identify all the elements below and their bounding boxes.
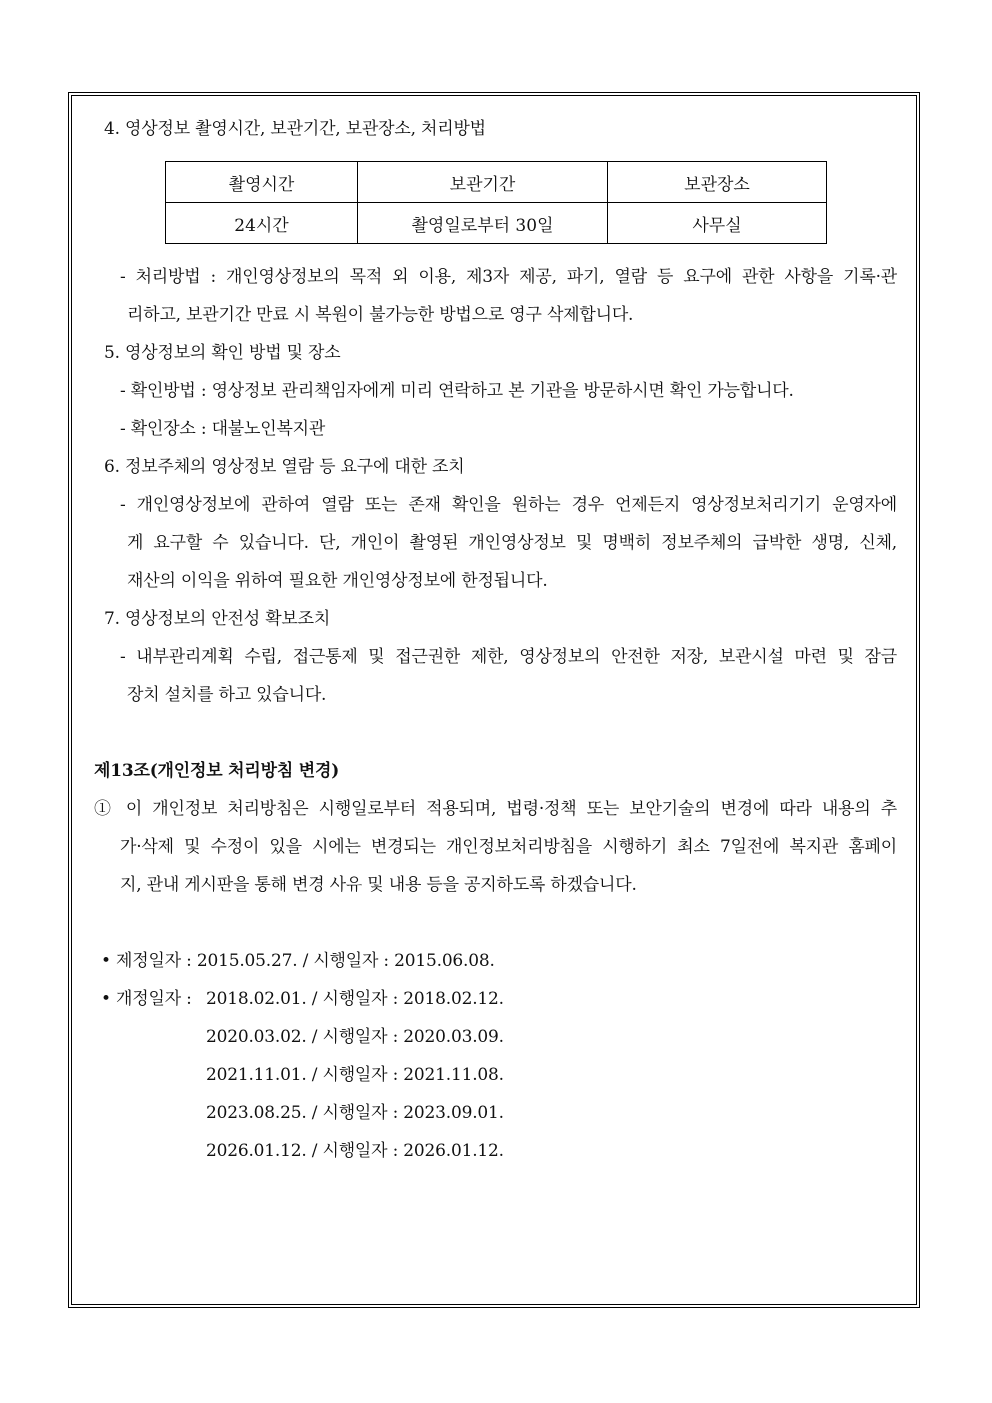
table-header-cell: 보관장소 [608, 162, 827, 203]
table-row [166, 203, 827, 244]
section-6-line-3: 재산의 이익을 위하여 필요한 개인영상정보에 한정됩니다. [127, 571, 548, 591]
article-13-line-2: 가·삭제 및 수정이 있을 시에는 변경되는 개인정보처리방침을 시행하기 최소 7일전에 복지관 홈페이 [120, 837, 897, 857]
amendment-date: 2021.11.01. / 시행일자 : 2021.11.08. [206, 1065, 504, 1085]
section-7-line-2: 장치 설치를 하고 있습니다. [127, 685, 327, 705]
section-4-method-line-2: 리하고, 보관기간 만료 시 복원이 불가능한 방법으로 영구 삭제합니다. [127, 305, 634, 325]
amendment-date: 2018.02.01. / 시행일자 : 2018.02.12. [206, 989, 504, 1009]
section-6-line-1: - 개인영상정보에 관하여 열람 또는 존재 확인을 원하는 경우 언제든지 영상정보처리기기 운영자에 [120, 495, 897, 515]
section-6-heading: 6. 정보주체의 영상정보 열람 등 요구에 대한 조치 [104, 457, 465, 477]
amendment-date: 2023.08.25. / 시행일자 : 2023.09.01. [206, 1103, 504, 1123]
section-7-heading: 7. 영상정보의 안전성 확보조치 [104, 609, 331, 629]
table-cell: 24시간 [166, 203, 358, 244]
amendment-date: 2020.03.02. / 시행일자 : 2020.03.09. [206, 1027, 504, 1047]
section-5-method: - 확인방법 : 영상정보 관리책임자에게 미리 연락하고 본 기관을 방문하시면 확인 가능합니다. [120, 381, 794, 401]
article-13-line-3: 지, 관내 게시판을 통해 변경 사유 및 내용 등을 공지하도록 하겠습니다. [120, 875, 637, 895]
section-5-heading: 5. 영상정보의 확인 방법 및 장소 [104, 343, 341, 363]
amendment-date: 2026.01.12. / 시행일자 : 2026.01.12. [206, 1141, 504, 1161]
section-6-line-2: 게 요구할 수 있습니다. 단, 개인이 촬영된 개인영상정보 및 명백히 정보주체의 급박한 생명, 신체, [127, 533, 897, 553]
table-cell: 사무실 [608, 203, 827, 244]
table-header-cell: 촬영시간 [166, 162, 358, 203]
section-4-method-line-1: - 처리방법 : 개인영상정보의 목적 외 이용, 제3자 제공, 파기, 열람 등 요구에 관한 사항을 기록·관 [120, 267, 897, 287]
article-13-title: 제13조(개인정보 처리방침 변경) [94, 761, 340, 781]
article-13-line-1: ① 이 개인정보 처리방침은 시행일로부터 적용되며, 법령·정책 또는 보안기술의 변경에 따라 내용의 추 [94, 799, 897, 819]
amendment-label: • 개정일자 : [101, 989, 192, 1009]
enactment-date: • 제정일자 : 2015.05.27. / 시행일자 : 2015.06.08. [101, 951, 495, 971]
table-cell: 촬영일로부터 30일 [358, 203, 608, 244]
section-7-line-1: - 내부관리계획 수립, 접근통제 및 접근권한 제한, 영상정보의 안전한 저장, 보관시설 마련 및 잠금 [120, 647, 897, 667]
section-4-heading: 4. 영상정보 촬영시간, 보관기간, 보관장소, 처리방법 [104, 119, 486, 139]
table-header-cell: 보관기간 [358, 162, 608, 203]
section-5-place: - 확인장소 : 대불노인복지관 [120, 419, 326, 439]
video-info-table [165, 161, 827, 244]
table-header-row [166, 162, 827, 203]
